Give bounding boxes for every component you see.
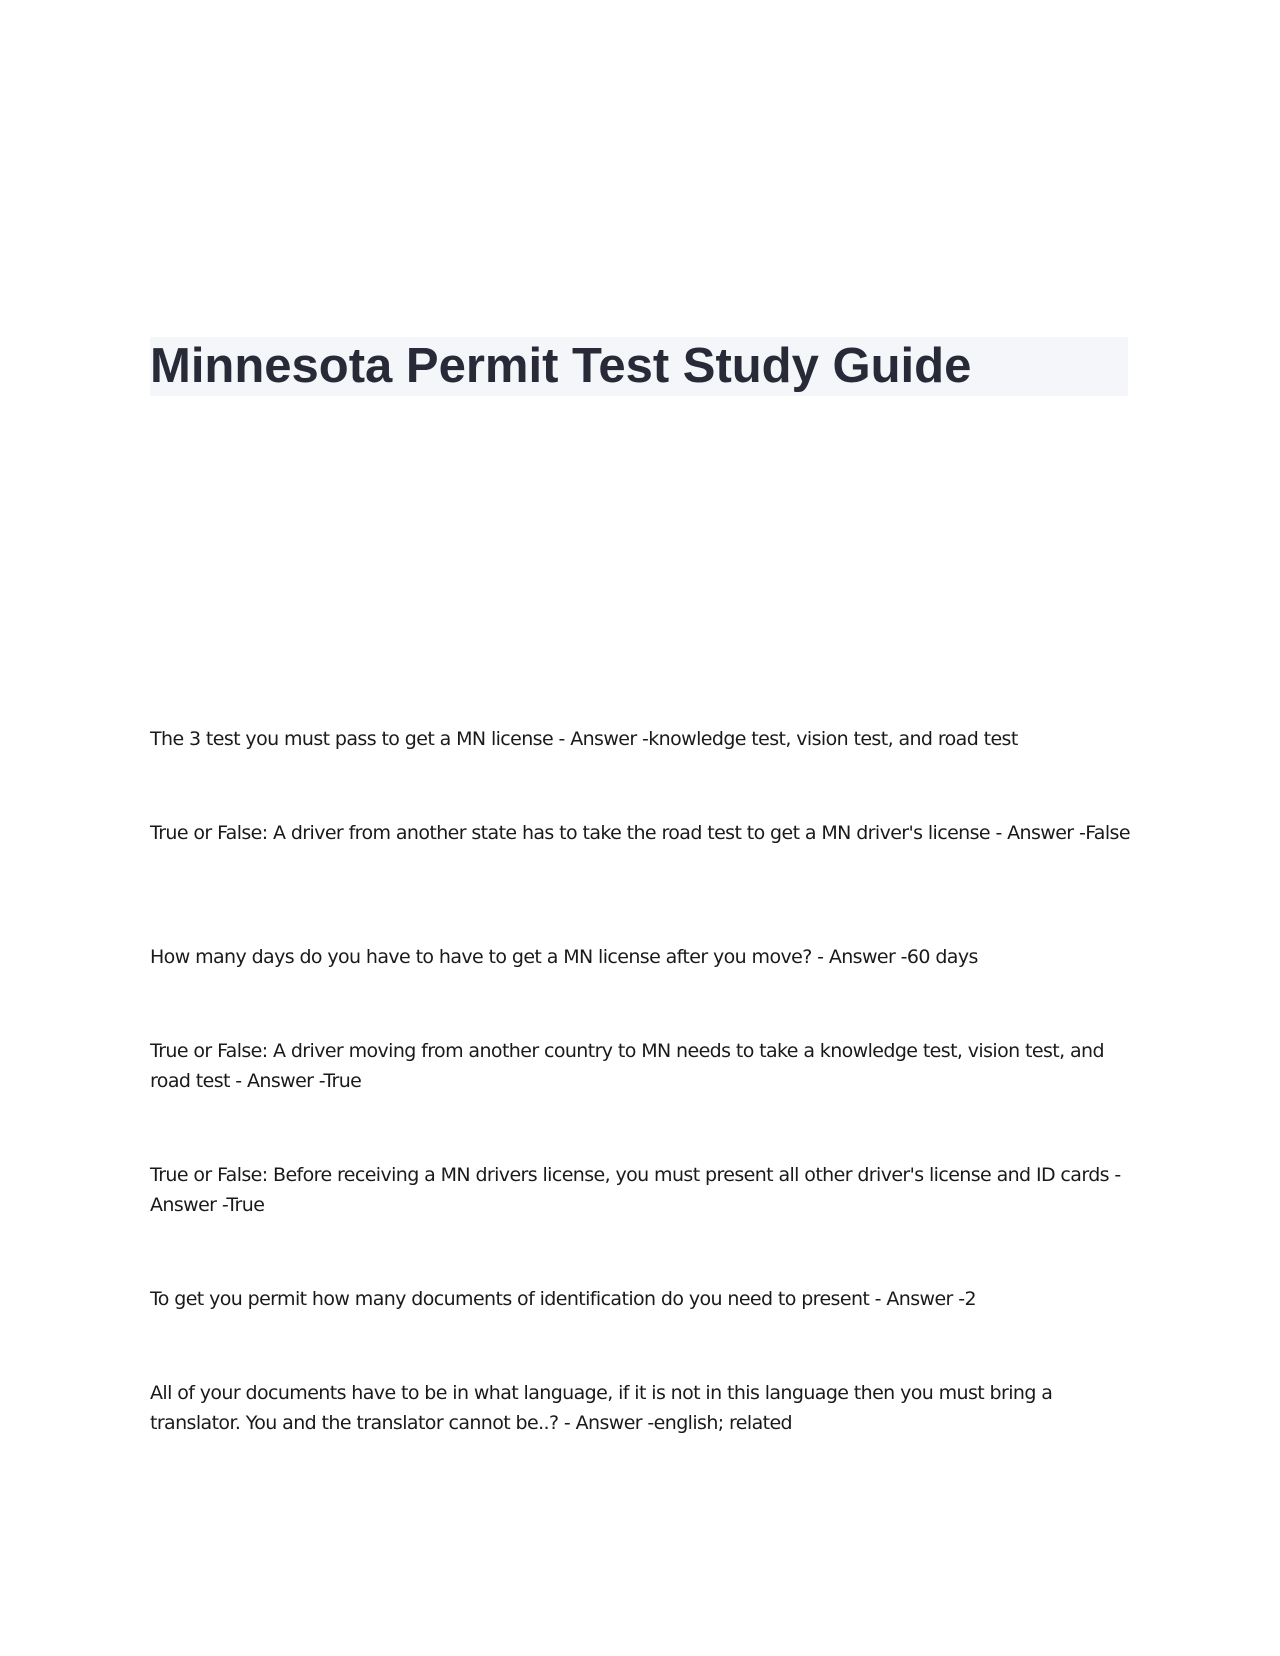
document-title: Minnesota Permit Test Study Guide [150,339,972,393]
qa-item-7: All of your documents have to be in what language, if it is not in this language then you must bring a translator. You and the translator cannot be..? - Answer -english; related [150,1382,1053,1434]
qa-item-3: How many days do you have to have to get a MN license after you move? - Answer -60 days [150,946,978,968]
qa-item-6: To get you permit how many documents of identification do you need to present - Answer -2 [150,1288,976,1310]
qa-item-1: The 3 test you must pass to get a MN license - Answer -knowledge test, vision test, and road test [150,728,1018,750]
qa-item-2: True or False: A driver from another state has to take the road test to get a MN driver's license - Answer -False [150,822,1130,844]
qa-item-4: True or False: A driver moving from another country to MN needs to take a knowledge test, vision test, and road test - Answer -True [150,1040,1104,1092]
qa-item-5: True or False: Before receiving a MN drivers license, you must present all other driver's license and ID cards - Answer -True [150,1164,1121,1216]
